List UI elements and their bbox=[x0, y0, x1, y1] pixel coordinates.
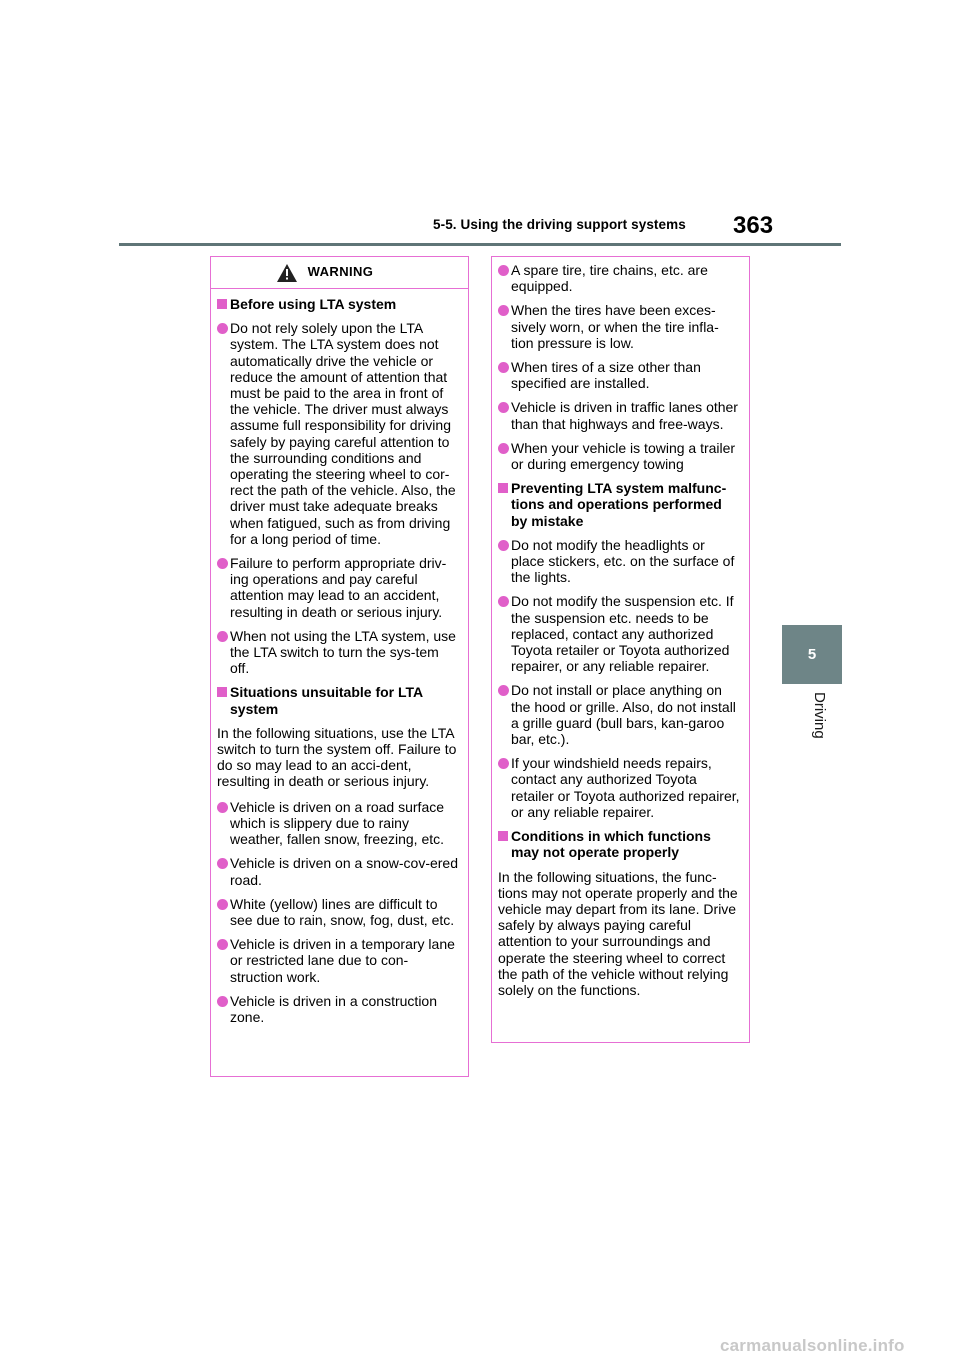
bullet-dot-icon bbox=[498, 758, 509, 769]
bullet-item bbox=[498, 537, 741, 586]
bullet-item bbox=[498, 262, 741, 294]
bullet-dot-icon bbox=[498, 596, 509, 607]
bullet-text: Do not rely solely upon the LTA system. The LTA system does not automatically drive the vehicle or reduce the amount of attention that must be paid to the area in front of the vehicle. The driver must always assume full responsibility for driving safely by paying careful attention to the surrounding conditions and operating the steering wheel to cor-rect the path of the vehicle. Also, the driver must take adequate breaks when fatigued, such as from driving for a long period of time. bbox=[230, 320, 456, 547]
paragraph bbox=[498, 869, 741, 999]
bullet-text: Vehicle is driven on a road surface which is slippery due to rainy weather, fallen snow, freezing, etc. bbox=[230, 798, 445, 848]
bullet-item bbox=[217, 936, 460, 985]
bullet-text: When your vehicle is towing a trailer or during emergency towing bbox=[511, 439, 736, 473]
bullet-dot-icon bbox=[498, 540, 509, 551]
bullet-dot-icon bbox=[498, 362, 509, 373]
bullet-text: When the tires have been exces-sively worn, or when the tire infla-tion pressure is low. bbox=[511, 302, 719, 351]
bullet-item bbox=[498, 302, 741, 351]
header-rule bbox=[119, 243, 841, 246]
chapter-tab bbox=[782, 625, 842, 684]
bullet-item bbox=[217, 799, 460, 848]
bullet-dot-icon bbox=[217, 996, 228, 1007]
para-text: In the following situations, the func-tions may not operate properly and the vehicle may depart from its lane. Drive safely by always paying careful attention to your surroundings and operate the steering wheel to correct the path of the vehicle without relying solely on the functions. bbox=[498, 868, 738, 998]
heading-text: Situations unsuitable for LTA system bbox=[230, 684, 423, 717]
bullet-text: Vehicle is driven on a snow-cov-ered road. bbox=[230, 855, 459, 888]
heading-square-icon bbox=[217, 299, 227, 309]
bullet-text: Do not modify the headlights or place stickers, etc. on the surface of the lights. bbox=[511, 536, 735, 586]
warning-content-left bbox=[211, 289, 468, 1025]
warning-triangle-icon bbox=[276, 263, 298, 283]
bullet-dot-icon bbox=[217, 802, 228, 813]
warning-content-right bbox=[492, 257, 749, 998]
bullet-dot-icon bbox=[217, 858, 228, 869]
bullet-text: Failure to perform appropriate driv-ing operations and pay careful attention may lead to an accident, resulting in death or serious injury. bbox=[230, 555, 447, 620]
warning-box-right bbox=[491, 256, 750, 1043]
bullet-item bbox=[217, 555, 460, 620]
bullet-dot-icon bbox=[498, 443, 509, 454]
section-title: 5-5. Using the driving support systems bbox=[433, 217, 686, 232]
bullet-item bbox=[498, 682, 741, 747]
bullet-text: Vehicle is driven in traffic lanes other than that highways and free-ways. bbox=[511, 399, 738, 432]
bullet-dot-icon bbox=[217, 939, 228, 950]
bullet-text: When tires of a size other than specified are installed. bbox=[511, 359, 701, 392]
bullet-text: A spare tire, tire chains, etc. are equipped. bbox=[511, 262, 708, 295]
bullet-item bbox=[217, 855, 460, 887]
section-heading bbox=[498, 480, 741, 529]
heading-square-icon bbox=[217, 687, 227, 697]
warning-box-left bbox=[210, 256, 469, 1077]
bullet-dot-icon bbox=[217, 899, 228, 910]
bullet-text: Vehicle is driven in a temporary lane or restricted lane due to con-struction work. bbox=[230, 936, 455, 985]
bullet-text: When not using the LTA system, use the LTA switch to turn the sys-tem off. bbox=[230, 627, 456, 677]
bullet-item bbox=[498, 359, 741, 391]
bullet-item bbox=[217, 628, 460, 677]
heading-square-icon bbox=[498, 831, 508, 841]
bullet-text: Do not modify the suspension etc. If the suspension etc. needs to be replaced, contact any authorized Toyota retailer or Toyota authorized repairer, or any reliable repairer. bbox=[511, 593, 734, 675]
section-heading bbox=[217, 296, 460, 312]
bullet-dot-icon bbox=[498, 305, 509, 316]
bullet-item bbox=[217, 993, 460, 1025]
heading-text: Before using LTA system bbox=[230, 296, 397, 312]
bullet-dot-icon bbox=[498, 685, 509, 696]
bullet-text: Do not install or place anything on the hood or grille. Also, do not install a grille guard (bull bars, kan-garoo bar, etc.). bbox=[511, 682, 736, 748]
para-text: In the following situations, use the LTA switch to turn the system off. Failure to do so may lead to an acci-dent, resulting in death or serious injury. bbox=[217, 724, 457, 790]
bullet-text: White (yellow) lines are difficult to see due to rain, snow, fog, dust, etc. bbox=[230, 895, 455, 928]
page-number: 363 bbox=[733, 212, 774, 239]
bullet-item bbox=[498, 440, 741, 472]
heading-text: Conditions in which functions may not operate properly bbox=[511, 828, 711, 861]
section-heading bbox=[217, 684, 460, 716]
bullet-item bbox=[498, 399, 741, 431]
heading-square-icon bbox=[498, 483, 508, 493]
bullet-text: If your windshield needs repairs, contact any authorized Toyota retailer or Toyota authorized repairer, or any reliable repairer. bbox=[511, 755, 740, 820]
bullet-item bbox=[498, 755, 741, 820]
bullet-dot-icon bbox=[217, 323, 228, 334]
paragraph bbox=[217, 725, 460, 790]
bullet-dot-icon bbox=[498, 402, 509, 413]
watermark: carmanualsonline.info bbox=[720, 1336, 905, 1355]
bullet-text: Vehicle is driven in a construction zone. bbox=[230, 992, 437, 1025]
bullet-dot-icon bbox=[498, 265, 509, 276]
warning-header bbox=[211, 257, 468, 289]
chapter-label: Driving bbox=[811, 692, 828, 739]
bullet-item bbox=[217, 896, 460, 928]
section-heading bbox=[498, 828, 741, 860]
bullet-item bbox=[217, 320, 460, 547]
bullet-dot-icon bbox=[217, 558, 228, 569]
bullet-dot-icon bbox=[217, 631, 228, 642]
chapter-number: 5 bbox=[807, 646, 817, 663]
warning-title: WARNING bbox=[307, 264, 374, 280]
bullet-item bbox=[498, 593, 741, 674]
heading-text: Preventing LTA system malfunc-tions and operations performed by mistake bbox=[511, 480, 727, 529]
